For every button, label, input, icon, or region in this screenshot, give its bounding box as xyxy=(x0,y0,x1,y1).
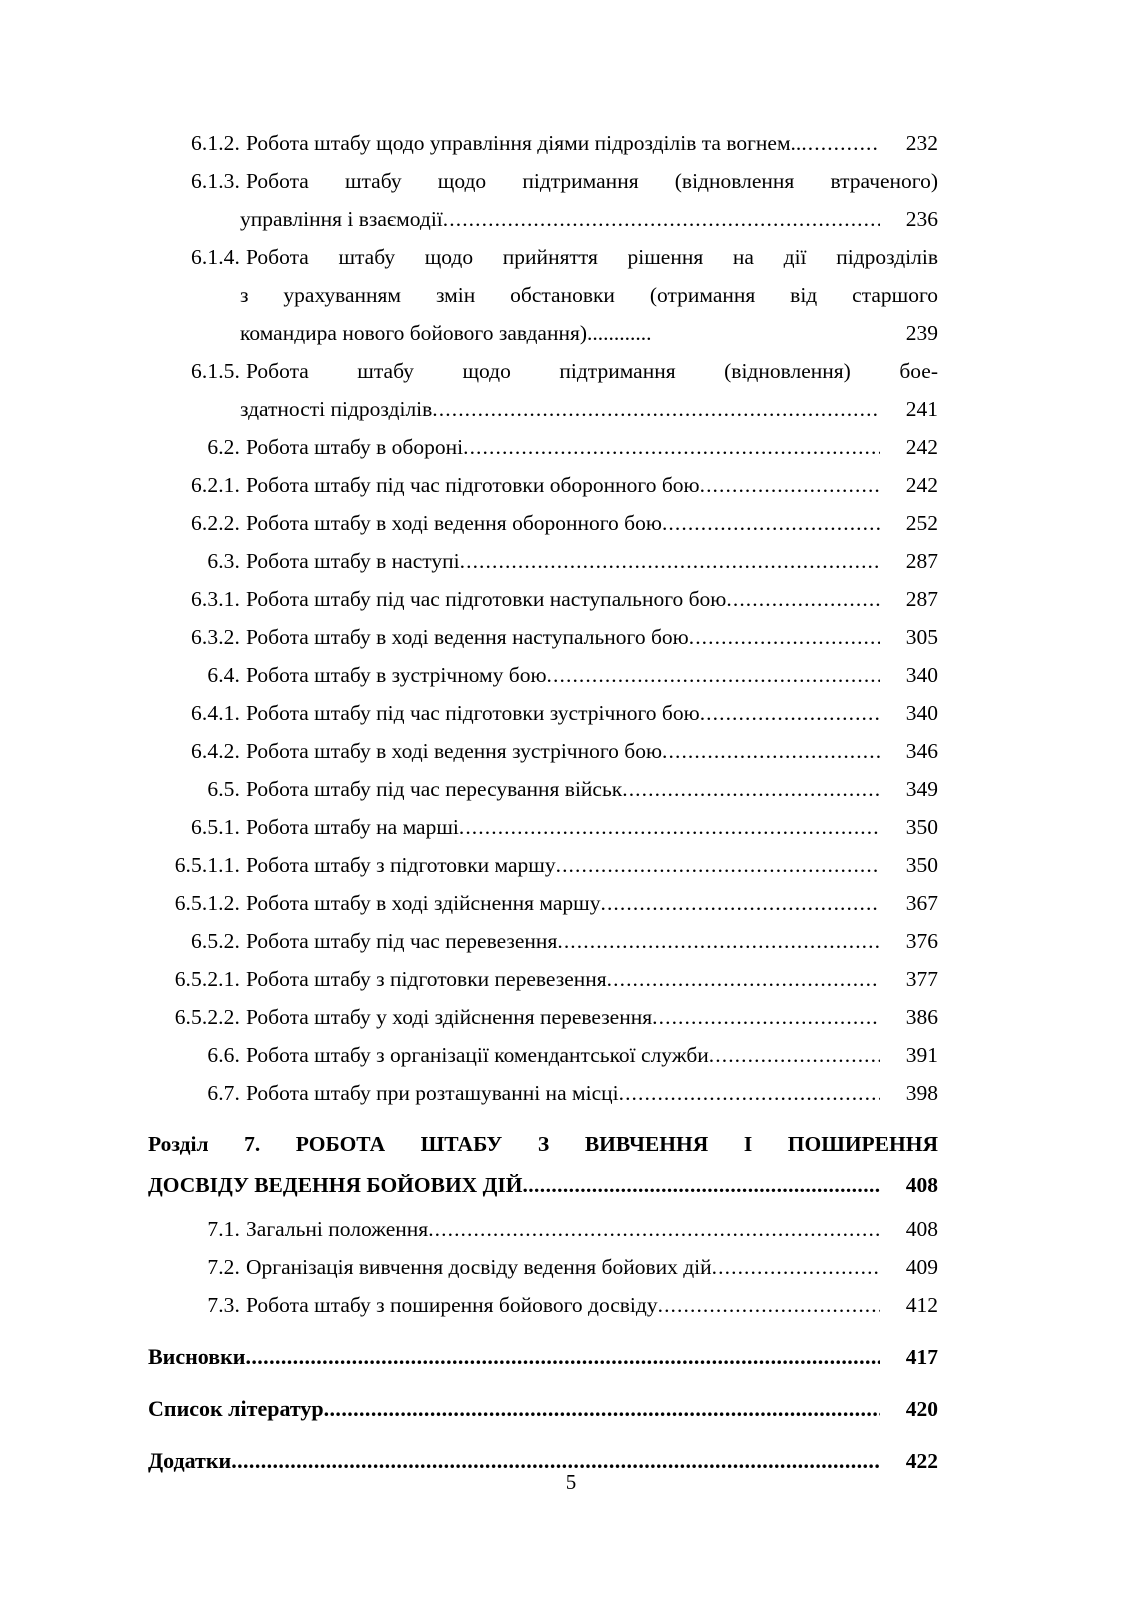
toc-page-number: 376 xyxy=(905,929,938,953)
toc-title: Робота штабу щодо підтримання (відновлення втраченого) xyxy=(246,169,938,193)
toc-page-number: 232 xyxy=(905,131,938,155)
toc-title-continuation: управління і взаємодії xyxy=(240,207,443,231)
toc-number: 6.1.2. xyxy=(191,131,240,155)
toc-title: Список літератур xyxy=(148,1396,324,1421)
toc-page-number: 422 xyxy=(905,1449,938,1473)
toc-row-bibliography[interactable] xyxy=(148,1390,938,1428)
toc-page-number: 350 xyxy=(905,853,938,877)
toc-number: 6.4.1. xyxy=(191,701,240,725)
toc-page-number: 239 xyxy=(905,321,938,345)
toc-page-number: 242 xyxy=(905,435,938,459)
toc-number: 7.2. xyxy=(207,1255,240,1279)
toc-row[interactable] xyxy=(148,770,938,808)
toc-row[interactable] xyxy=(148,466,938,504)
leader-dots xyxy=(600,884,880,922)
toc-row-line xyxy=(148,390,938,428)
toc-title: Робота штабу під час пересування військ xyxy=(246,777,623,801)
toc-title: Робота штабу щодо управління діями підрозділів та вогнем.. xyxy=(246,131,802,155)
toc-title: Висновки xyxy=(148,1344,246,1369)
toc-number: 6.5.2.1. xyxy=(174,967,240,991)
toc-row-line xyxy=(148,162,938,200)
chapter-heading-line-1: Розділ 7. РОБОТА ШТАБУ З ВИВЧЕННЯ І ПОШИРЕННЯ xyxy=(148,1132,938,1156)
toc-number: 6.5.2.2. xyxy=(174,1005,240,1029)
leader-dots xyxy=(428,1210,880,1248)
leader-dots xyxy=(547,656,880,694)
toc-title: Робота штабу з підготовки перевезення xyxy=(246,967,607,991)
leader-dots xyxy=(432,390,880,428)
chapter-heading-line-2 xyxy=(148,1165,938,1206)
toc-row[interactable] xyxy=(148,694,938,732)
page-folio: 5 xyxy=(565,1470,577,1494)
leader-dots xyxy=(607,960,880,998)
leader-dots xyxy=(245,1338,880,1376)
toc-number: 7.1. xyxy=(207,1217,240,1241)
toc-row[interactable] xyxy=(148,542,938,580)
toc-row[interactable] xyxy=(148,1248,938,1286)
toc-row[interactable] xyxy=(148,162,938,238)
toc-row[interactable] xyxy=(148,1074,938,1112)
toc-row[interactable] xyxy=(148,922,938,960)
toc-row-line xyxy=(148,276,938,314)
toc-row[interactable] xyxy=(148,580,938,618)
toc-page-number: 408 xyxy=(905,1173,938,1197)
toc-number: 6.3.2. xyxy=(191,625,240,649)
toc-row[interactable] xyxy=(148,238,938,352)
toc-title: Робота штабу при розташуванні на місці xyxy=(246,1081,619,1105)
toc-title: Робота штабу під час підготовки зустрічного бою xyxy=(246,701,700,725)
toc-row-line xyxy=(148,238,938,276)
toc-title: Робота штабу в наступі xyxy=(246,549,460,573)
toc-row-line xyxy=(148,314,938,352)
toc-title: Додатки xyxy=(148,1448,232,1473)
toc-number: 6.4. xyxy=(207,663,240,687)
toc-number: 6.5.1.2. xyxy=(174,891,240,915)
toc-number: 6.5.1.1. xyxy=(174,853,240,877)
toc-row[interactable] xyxy=(148,504,938,542)
toc-row[interactable] xyxy=(148,428,938,466)
leader-dots xyxy=(460,542,880,580)
leader-dots xyxy=(622,770,880,808)
toc-number: 6.1.5. xyxy=(191,359,240,383)
toc-title-continuation: здатності підрозділів xyxy=(240,397,433,421)
toc-page-number: 236 xyxy=(905,207,938,231)
toc-row[interactable] xyxy=(148,352,938,428)
toc-page-number: 350 xyxy=(905,815,938,839)
toc-row[interactable] xyxy=(148,998,938,1036)
toc-row[interactable] xyxy=(148,884,938,922)
toc-title: Робота штабу під час перевезення xyxy=(246,929,558,953)
leader-dots xyxy=(557,922,880,960)
toc-title: Робота штабу щодо підтримання (відновлення) бое- xyxy=(246,359,938,383)
toc-title: Робота штабу в ході ведення оборонного бою xyxy=(246,511,662,535)
leader-dots xyxy=(712,1248,880,1286)
table-of-contents xyxy=(148,124,938,1480)
leader-dots xyxy=(443,200,880,238)
leader-dots xyxy=(652,998,880,1036)
toc-page-number: 346 xyxy=(905,739,938,763)
toc-title: Організація вивчення досвіду ведення бойових дій xyxy=(246,1255,712,1279)
toc-row[interactable] xyxy=(148,1286,938,1324)
toc-row[interactable] xyxy=(148,846,938,884)
leader-dots xyxy=(619,1074,880,1112)
toc-title: Робота штабу в ході ведення наступального бою xyxy=(246,625,689,649)
toc-title: Робота штабу в ході здійснення маршу xyxy=(246,891,601,915)
toc-number: 6.3. xyxy=(207,549,240,573)
toc-row[interactable] xyxy=(148,732,938,770)
toc-page-number: 287 xyxy=(905,587,938,611)
leader-dots xyxy=(459,808,880,846)
toc-page-number: 287 xyxy=(905,549,938,573)
leader-dots xyxy=(463,428,880,466)
toc-page-number: 241 xyxy=(905,397,938,421)
toc-page-number: 340 xyxy=(905,663,938,687)
toc-number: 6.5.1. xyxy=(191,815,240,839)
toc-page-number: 412 xyxy=(905,1293,938,1317)
toc-row[interactable] xyxy=(148,618,938,656)
toc-title: Робота штабу у ході здійснення перевезення xyxy=(246,1005,653,1029)
toc-number: 6.6. xyxy=(207,1043,240,1067)
toc-title: Робота штабу з підготовки маршу xyxy=(246,853,556,877)
toc-title: Робота штабу щодо прийняття рішення на дії підрозділів xyxy=(246,245,938,269)
toc-page-number: 398 xyxy=(905,1081,938,1105)
toc-title: Робота штабу з поширення бойового досвіду xyxy=(246,1293,658,1317)
leader-dots xyxy=(709,1036,880,1074)
toc-number: 6.5.2. xyxy=(191,929,240,953)
toc-title-continuation: з урахуванням змін обстановки (отримання від старшого xyxy=(240,283,938,307)
toc-row-conclusions[interactable] xyxy=(148,1338,938,1376)
toc-title: Робота штабу під час підготовки наступального бою xyxy=(246,587,727,611)
chapter-heading-text: ДОСВІДУ ВЕДЕННЯ БОЙОВИХ ДІЙ xyxy=(148,1173,523,1197)
leader-dots xyxy=(801,124,880,162)
leader-dots xyxy=(689,618,880,656)
toc-number: 7.3. xyxy=(207,1293,240,1317)
toc-title: Робота штабу в зустрічному бою xyxy=(246,663,547,687)
toc-page-number: 386 xyxy=(905,1005,938,1029)
leader-dots xyxy=(726,580,880,618)
toc-row[interactable] xyxy=(148,808,938,846)
toc-number: 6.7. xyxy=(207,1081,240,1105)
toc-page-number: 305 xyxy=(905,625,938,649)
leader-dots xyxy=(658,1286,880,1324)
toc-page-number: 377 xyxy=(905,967,938,991)
leader-dots xyxy=(522,1165,880,1206)
toc-number: 6.5. xyxy=(207,777,240,801)
toc-number: 6.1.3. xyxy=(191,169,240,193)
toc-title: Загальні положення xyxy=(246,1217,429,1241)
toc-page-number: 417 xyxy=(905,1345,938,1369)
toc-page-number: 252 xyxy=(905,511,938,535)
toc-row[interactable] xyxy=(148,656,938,694)
toc-title: Робота штабу в обороні xyxy=(246,435,464,459)
toc-page-number: 340 xyxy=(905,701,938,725)
toc-number: 6.1.4. xyxy=(191,245,240,269)
toc-page-number: 242 xyxy=(905,473,938,497)
leader-dots xyxy=(662,732,880,770)
toc-title: Робота штабу з організації комендантської служби xyxy=(246,1043,709,1067)
toc-number: 6.3.1. xyxy=(191,587,240,611)
leader-dots xyxy=(662,504,880,542)
toc-title: Робота штабу в ході ведення зустрічного бою xyxy=(246,739,663,763)
toc-page-number: 420 xyxy=(905,1397,938,1421)
toc-row[interactable] xyxy=(148,1210,938,1248)
toc-title: Робота штабу під час підготовки оборонного бою xyxy=(246,473,700,497)
toc-number: 6.2. xyxy=(207,435,240,459)
toc-chapter-heading[interactable] xyxy=(148,1124,938,1206)
toc-page-number: 408 xyxy=(905,1217,938,1241)
toc-page-number: 367 xyxy=(905,891,938,915)
toc-number: 6.2.2. xyxy=(191,511,240,535)
toc-row[interactable] xyxy=(148,960,938,998)
toc-number: 6.4.2. xyxy=(191,739,240,763)
toc-page-number: 409 xyxy=(905,1255,938,1279)
leader-dots xyxy=(700,466,880,504)
toc-row-line xyxy=(148,200,938,238)
leader-dots xyxy=(700,694,880,732)
toc-row[interactable] xyxy=(148,1036,938,1074)
toc-number: 6.2.1. xyxy=(191,473,240,497)
toc-row-line xyxy=(148,352,938,390)
leader-dots xyxy=(556,846,880,884)
toc-row[interactable] xyxy=(148,124,938,162)
toc-page-number: 349 xyxy=(905,777,938,801)
toc-page-number: 391 xyxy=(905,1043,938,1067)
toc-title: Робота штабу на марші xyxy=(246,815,459,839)
leader-dots xyxy=(324,1390,880,1428)
toc-title-continuation: командира нового бойового завдання)............ xyxy=(240,321,652,345)
